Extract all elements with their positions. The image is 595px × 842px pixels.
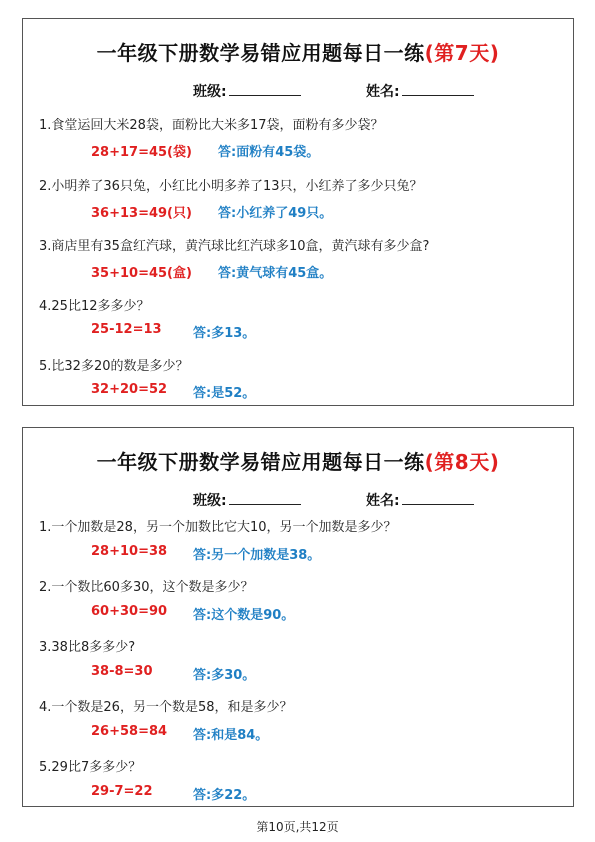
class-blank-line — [229, 492, 301, 505]
question-1: 1.食堂运回大米28袋，面粉比大米多17袋，面粉有多少袋？ — [39, 118, 384, 133]
equation-5: 29-7=22 — [91, 784, 153, 799]
page-footer: 第10页,共12页 — [256, 820, 339, 834]
card-title-day: (第7天) — [424, 41, 500, 65]
answer-3: 答:多30。 — [193, 668, 256, 683]
worksheet-card-day7 — [22, 18, 574, 406]
question-4: 4.25比12多多少？ — [39, 299, 150, 314]
class-label: 班级: — [193, 493, 227, 509]
name-field — [366, 490, 474, 510]
equation-3: 38-8=30 — [91, 664, 153, 679]
class-field — [193, 81, 301, 101]
name-label: 姓名: — [366, 84, 400, 100]
question-1: 1.一个加数是28，另一个加数比它大10，另一个加数是多少？ — [39, 520, 397, 535]
card-title-main: 一年级下册数学易错应用题每日一练 — [96, 450, 425, 474]
question-4: 4.一个数是26，另一个数是58，和是多少？ — [39, 700, 293, 715]
name-blank-line — [402, 492, 474, 505]
card-title-day: (第8天) — [424, 450, 500, 474]
answer-3: 答:黄气球有45盒。 — [218, 266, 333, 281]
answer-1: 答:面粉有45袋。 — [218, 145, 320, 160]
equation-5: 32+20=52 — [91, 382, 168, 397]
equation-4: 26+58=84 — [91, 724, 168, 739]
card-title-main: 一年级下册数学易错应用题每日一练 — [96, 41, 425, 65]
answer-1: 答:另一个加数是38。 — [193, 548, 321, 563]
name-blank-line — [402, 83, 474, 96]
answer-2: 答:这个数是90。 — [193, 608, 295, 623]
equation-1: 28+17=45(袋) — [91, 145, 192, 160]
answer-2: 答:小红养了49只。 — [218, 206, 333, 221]
card-title — [23, 37, 573, 66]
equation-2: 60+30=90 — [91, 604, 168, 619]
answer-5: 答:是52。 — [193, 386, 256, 401]
answer-4: 答:和是84。 — [193, 728, 269, 743]
class-field — [193, 490, 301, 510]
card-title — [23, 446, 573, 475]
question-5: 5.29比7多多少？ — [39, 760, 142, 775]
answer-4: 答:多13。 — [193, 326, 256, 341]
class-label: 班级: — [193, 84, 227, 100]
question-3: 3.38比8多多少? — [39, 640, 136, 655]
worksheet-card-day8 — [22, 427, 574, 807]
equation-4: 25-12=13 — [91, 322, 162, 337]
question-2: 2.一个数比60多30，这个数是多少？ — [39, 580, 254, 595]
question-5: 5.比32多20的数是多少？ — [39, 359, 189, 374]
answer-5: 答:多22。 — [193, 788, 256, 803]
equation-1: 28+10=38 — [91, 544, 168, 559]
class-blank-line — [229, 83, 301, 96]
name-field — [366, 81, 474, 101]
name-label: 姓名: — [366, 493, 400, 509]
question-2: 2.小明养了36只兔，小红比小明多养了13只，小红养了多少只兔？ — [39, 179, 423, 194]
question-3: 3.商店里有35盒红汽球，黄汽球比红汽球多10盒，黄汽球有多少盒? — [39, 239, 430, 254]
equation-2: 36+13=49(只) — [91, 206, 192, 221]
equation-3: 35+10=45(盒) — [91, 266, 192, 281]
